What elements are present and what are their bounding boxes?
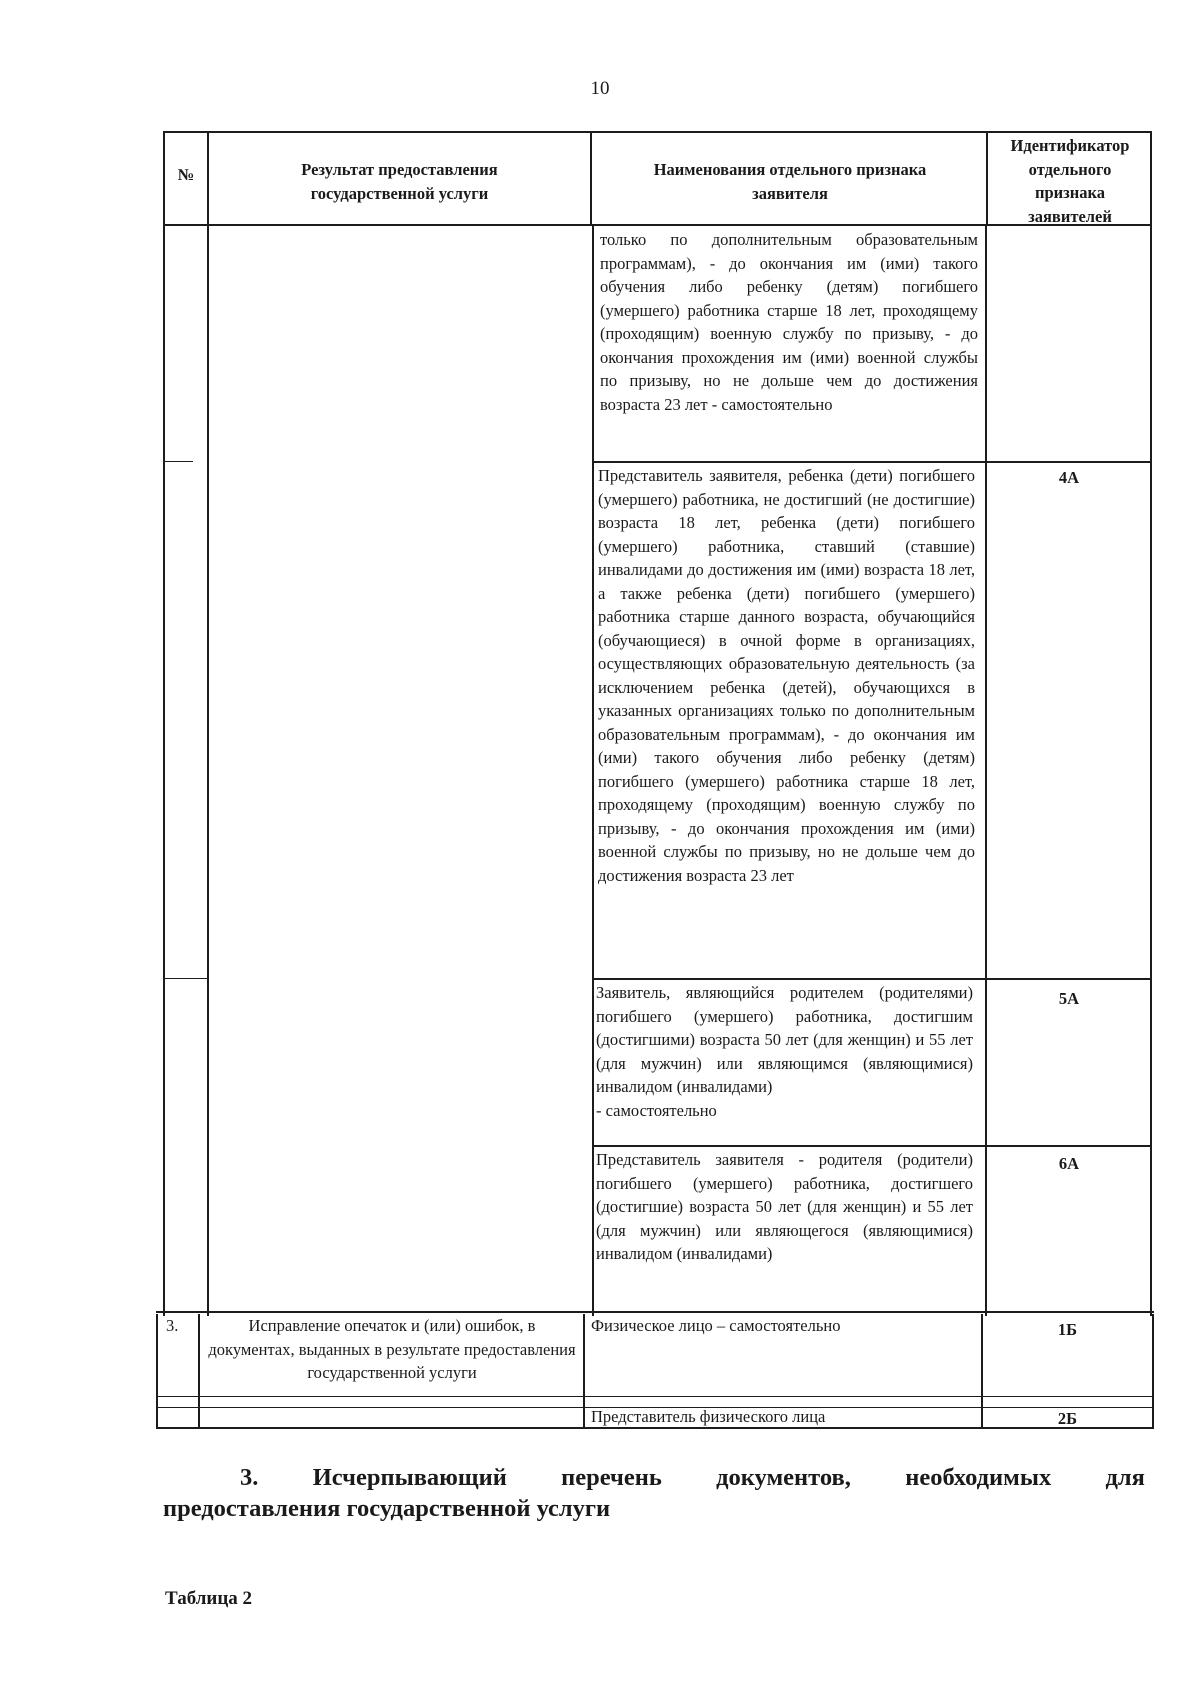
- header-result: Результат предоставления государственной услуги: [301, 160, 498, 203]
- heading-word: перечень: [561, 1464, 662, 1491]
- applicant-id-cell: 2Б: [1057, 1409, 1078, 1428]
- table-line: [985, 224, 987, 1316]
- table-line: [163, 131, 1152, 133]
- applicant-name-text: Заявитель, являющийся родителем (родителями) погибшего (умершего) работника, достигшим (достигшими) возраста 50 лет (для женщин) и 55 лет (для мужчин) или являющимся (являющимися) инвалидом (инвалидами): [596, 983, 973, 1096]
- applicant-name-cell: Представитель заявителя, ребенка (дети) погибшего (умершего) работника, не достигший (не достигшие) возраста 18 лет, ребенка (дети) погибшего (умершего) работника, ставший (ставшие) инвалидами до достижения им (ими) возраста 18 лет, а также ребенка (дети) погибшего (умершего) работника старше данного возраста, обучающийся (обучающиеся) в очной форме в организациях, осуществляющих образовательную деятельность (за исключением ребенка (детей), обучающихся в указанных организациях только по дополнительным образовательным программам), - до окончания им (ими) такого обучения либо ребенку (детям) погибшего (умершего) работника старше 18 лет, проходящему (проходящим) военную службу по призыву, - до окончания прохождения им (ими) военной службы по призыву, но не дольше чем до достижения возраста 23 лет: [598, 466, 975, 885]
- applicant-id-cell: 6А: [1058, 1154, 1080, 1173]
- heading-word: необходимых: [905, 1464, 1052, 1491]
- heading-word: Исчерпывающий: [312, 1464, 507, 1491]
- table-line: [156, 1311, 1154, 1313]
- table-line: [986, 131, 988, 226]
- table-line: [163, 978, 207, 979]
- row-number-cell: 3.: [166, 1316, 179, 1335]
- table-line: [592, 1145, 1152, 1147]
- applicant-name-cell: только по дополнительным образовательным программам), - до окончания им (ими) такого обучения либо ребенку (детям) погибшего (умершего) работника старше 18 лет, проходящему (проходящим) военную службу по призыву, - до окончания прохождения им (ими) военной службы по призыву, но не дольше чем до достижения возраста 23 лет - самостоятельно: [600, 230, 978, 414]
- section-heading: [163, 1462, 1145, 1524]
- table-line: [583, 1314, 585, 1429]
- applicant-id-cell: 5А: [1058, 989, 1080, 1008]
- header-applicant-id: Идентификатор отдельного признака заявителей: [1010, 136, 1130, 226]
- applicant-id-cell: 4А: [1058, 468, 1080, 487]
- page-number: 10: [590, 78, 610, 99]
- applicant-name-suffix: - самостоятельно: [596, 1100, 717, 1120]
- table-line: [592, 461, 1152, 463]
- heading-word: документов,: [716, 1464, 851, 1491]
- result-cell: Исправление опечаток и (или) ошибок, в документах, выданных в результате предоставления государственной услуги: [208, 1316, 576, 1382]
- table-line: [156, 1314, 158, 1429]
- header-applicant-name: Наименования отдельного признака заявителя: [653, 160, 927, 203]
- table-line: [156, 1396, 1154, 1397]
- table-line: [198, 1314, 200, 1429]
- table-line: [207, 224, 209, 1316]
- table-line: [163, 461, 193, 462]
- applicant-name-cell: [596, 981, 973, 1122]
- table-line: [592, 224, 594, 1316]
- applicant-name-cell: Представитель физического лица: [591, 1407, 826, 1426]
- section-number: 3.: [240, 1464, 259, 1491]
- applicant-name-cell: Представитель заявителя - родителя (родители) погибшего (умершего) работника, достигшего (достигшие) возраста 50 лет (для женщин) и 55 лет (для мужчин) или являющегося (являющимися) инвалидом (инвалидами): [596, 1150, 973, 1263]
- section-heading-line-1: [163, 1462, 1145, 1493]
- table-caption: Таблица 2: [165, 1588, 253, 1609]
- table-line: [207, 131, 209, 226]
- applicant-name-cell: Физическое лицо – самостоятельно: [591, 1316, 841, 1335]
- heading-word: для: [1105, 1464, 1145, 1491]
- table-line: [1150, 131, 1152, 226]
- table-line: [592, 978, 1152, 980]
- header-number: №: [177, 165, 195, 184]
- section-heading-line-2: предоставления государственной услуги: [163, 1495, 611, 1522]
- table-line: [163, 224, 165, 1316]
- table-line: [1150, 224, 1152, 1316]
- applicant-id-cell: 1Б: [1057, 1320, 1078, 1339]
- table-line: [1152, 1314, 1154, 1429]
- table-line: [590, 131, 592, 226]
